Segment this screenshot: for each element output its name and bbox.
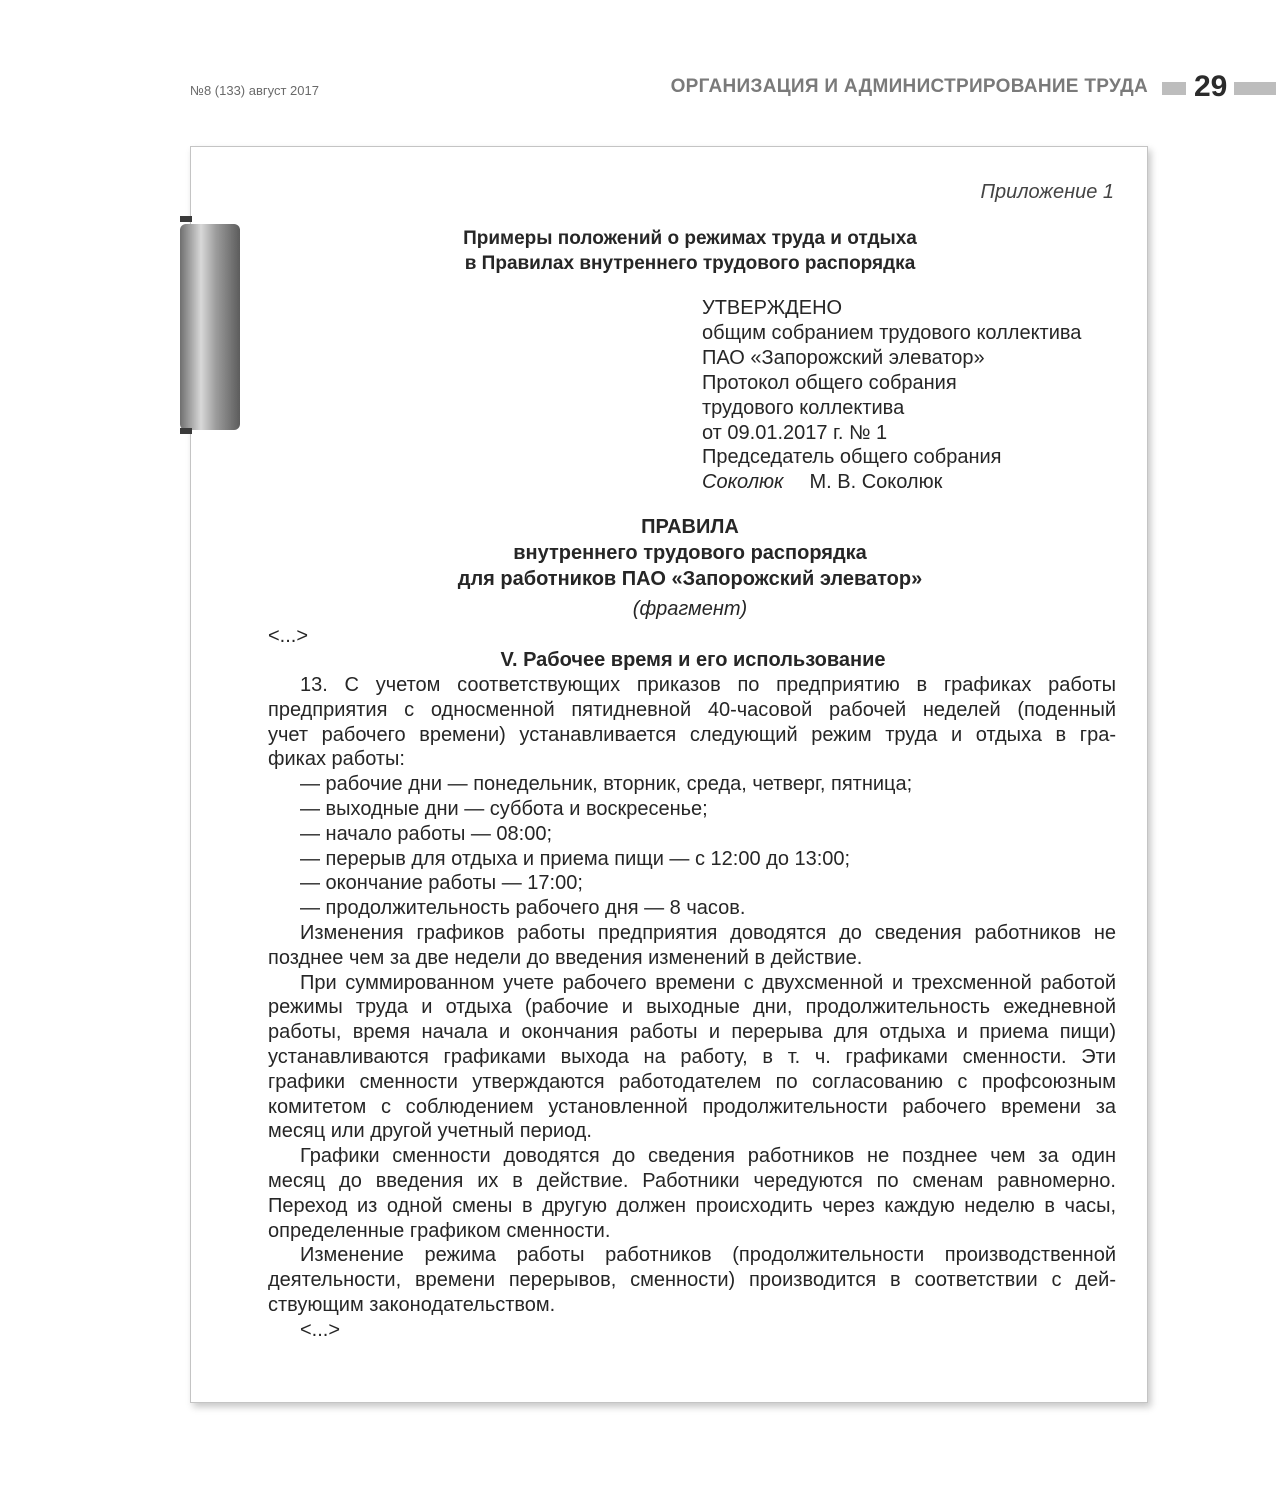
approval-line: от 09.01.2017 г. № 1 <box>702 421 888 444</box>
list-item: — начало работы — 08:00; <box>300 822 553 845</box>
rules-subtitle-line-1: внутреннего трудового распорядка <box>513 542 867 564</box>
document-title-line-2: в Правилах внутреннего трудового распорядка <box>464 253 916 274</box>
approval-line: ПАО «Запорожский элеватор» <box>702 346 985 369</box>
paragraph-line: фиках работы: <box>268 748 405 771</box>
signer-name: М. В. Соколюк <box>809 471 943 494</box>
paragraph-line: Изменение режима работы работников (продолжительности производственной <box>300 1244 1116 1267</box>
paragraph-line: Изменения графиков работы предприятия доводятся до сведения работников не <box>300 921 1116 944</box>
rules-heading <box>260 514 1120 626</box>
binder-clip-icon <box>180 224 240 430</box>
paragraph-line: деятельности, времени перерывов, сменности) производится в соответствии с дей- <box>268 1269 1116 1292</box>
issue-info: №8 (133) август 2017 <box>190 83 319 98</box>
paragraph-line: комитетом с соблюдением установленной продолжительности рабочего времени за <box>268 1095 1116 1118</box>
header-bar-left <box>1162 82 1186 95</box>
section-title: ОРГАНИЗАЦИЯ И АДМИНИСТРИРОВАНИЕ ТРУДА <box>670 76 1148 97</box>
paragraph-line: графики сменности утверждаются работодателем по согласованию с профсоюзным <box>268 1070 1116 1093</box>
clip-bottom-stub <box>180 428 192 434</box>
list-item: — окончание работы — 17:00; <box>300 872 583 895</box>
paragraph-line: определенные графиком сменности. <box>268 1219 611 1242</box>
paragraph-line: месяц до введения их в действие. Работники чередуются по сменам равномерно. <box>268 1169 1116 1192</box>
paragraph-line: работы, время начала и окончания работы и перерыва для отдыха и приема пищи) <box>268 1021 1116 1044</box>
paragraph-line: месяц или другой учетный период. <box>268 1120 592 1143</box>
approval-line: Протокол общего собрания <box>702 371 957 394</box>
rules-title: ПРАВИЛА <box>641 516 739 538</box>
paragraph-line: учет рабочего времени) устанавливается следующий режим труда и отдыха в гра- <box>268 723 1116 746</box>
appendix-label: Приложение 1 <box>980 181 1114 203</box>
header-bar-right <box>1234 82 1276 95</box>
paragraph-line: 13. С учетом соответствующих приказов по предприятию в графиках работы <box>300 674 1116 696</box>
paragraph-line: позднее чем за две недели до введения изменений в действие. <box>268 946 863 969</box>
paragraph-line: режимы труда и отдыха (рабочие и выходные дни, продолжительность ежедневной <box>268 996 1116 1019</box>
paragraph-line: При суммированном учете рабочего времени с двухсменной и трехсменной работой <box>300 971 1116 994</box>
paragraph-line: ствующим законодательством. <box>268 1293 556 1316</box>
rules-subtitle-line-2: для работников ПАО «Запорожский элеватор» <box>457 568 923 590</box>
approval-block <box>702 296 1081 495</box>
paragraph-line: предприятия с односменной пятидневной 40-часовой рабочей неделей (поденный <box>268 698 1116 721</box>
approval-line: общим собранием трудового коллектива <box>702 321 1082 344</box>
approval-line: трудового коллектива <box>702 396 905 419</box>
body-text <box>268 673 1116 1343</box>
signature: Соколюк <box>702 471 784 494</box>
list-item: — выходные дни — суббота и воскресенье; <box>300 797 708 820</box>
list-item: — перерыв для отдыха и приема пищи — с 12:00 до 13:00; <box>300 847 851 870</box>
section-heading: V. Рабочее время и его использование <box>500 649 886 671</box>
paragraph-line: устанавливаются графиками выхода на работу, в т. ч. графиками сменности. Эти <box>268 1045 1116 1068</box>
page-number: 29 <box>1194 70 1228 103</box>
signature-line <box>702 470 1081 495</box>
approval-heading: УТВЕРЖДЕНО <box>702 297 843 319</box>
fragment-note: (фрагмент) <box>632 598 748 620</box>
ellipsis-end: <...> <box>300 1318 341 1341</box>
paragraph-line: Графики сменности доводятся до сведения работников не позднее чем за один <box>300 1145 1116 1168</box>
ellipsis-start: <...> <box>268 625 309 647</box>
approval-line: Председатель общего собрания <box>702 446 1002 469</box>
document-title-line-1: Примеры положений о режимах труда и отдыха <box>463 228 917 249</box>
list-item: — продолжительность рабочего дня — 8 часов. <box>300 897 746 920</box>
paragraph-line: Переход из одной смены в другую должен происходить через каждую неделю в часы, <box>268 1194 1116 1217</box>
list-item: — рабочие дни — понедельник, вторник, среда, четверг, пятница; <box>300 773 913 796</box>
clip-top-stub <box>180 216 192 222</box>
